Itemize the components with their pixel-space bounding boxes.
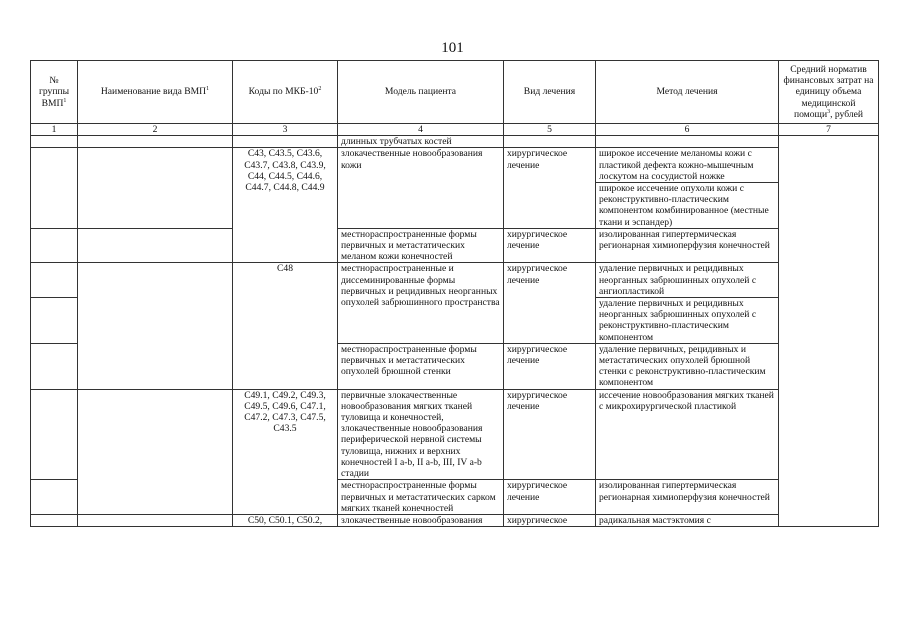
column-number: 7: [779, 124, 879, 136]
table-row: [31, 228, 879, 263]
table-row: [31, 514, 879, 526]
icd-codes-cell: C48: [233, 263, 338, 389]
table-row: [31, 389, 879, 480]
patient-model-cell: местнораспространенные формы первичных и метастатических опухолей брюшной стенки: [338, 343, 504, 389]
patient-model-cell: местнораспространенные формы первичных и метастатических сарком мягких тканей конечностей: [338, 480, 504, 515]
treatment-method-cell: удаление первичных и рецидивных неорганных забрюшинных опухолей с реконструктивно-пластическим компонентом: [596, 298, 779, 344]
treatment-type-cell: хирургическое лечение: [504, 148, 596, 228]
treatment-type-cell: хирургическое лечение: [504, 343, 596, 389]
column-number: 6: [596, 124, 779, 136]
treatment-method-cell: изолированная гипертермическая регионарная химиоперфузия конечностей: [596, 480, 779, 515]
icd-codes-cell: C49.1, C49.2, C49.3, C49.5, C49.6, C47.1, C47.2, C47.3, C47.5, C43.5: [233, 389, 338, 514]
treatment-type-cell: хирургическое лечение: [504, 228, 596, 263]
treatment-method-cell: удаление первичных, рецидивных и метастатических опухолей брюшной стенки с реконструктивно-пластическим компонентом: [596, 343, 779, 389]
patient-model-cell: злокачественные новообразования: [338, 514, 504, 526]
patient-model-cell: первичные злокачественные новообразования мягких тканей туловища и конечностей, злокачественные новообразования периферической нервной системы туловища, нижних и верхних конечностей I a-b, II a-b, III, IV a-b стадии: [338, 389, 504, 480]
cost-cell: [779, 136, 879, 527]
patient-model-cell: местнораспространенные формы первичных и метастатических меланом кожи конечностей: [338, 228, 504, 263]
treatment-type-cell: хирургическое лечение: [504, 389, 596, 480]
column-number-row: [31, 124, 879, 136]
patient-model-cell: местнораспространенные и диссеминированные формы первичных и рецидивных неорганных опухолей забрюшинного пространства: [338, 263, 504, 343]
page-number: 101: [441, 40, 464, 56]
header-treatment-type: Вид лечения: [504, 61, 596, 124]
icd-codes-cell: C50, C50.1, C50.2,: [233, 514, 338, 526]
treatment-method-cell: удаление первичных и рецидивных неорганных забрюшинных опухолей с ангиопластикой: [596, 263, 779, 298]
treatment-method-cell: изолированная гипертермическая регионарная химиоперфузия конечностей: [596, 228, 779, 263]
header-patient-model: Модель пациента: [338, 61, 504, 124]
patient-model-cell: злокачественные новообразования кожи: [338, 148, 504, 228]
header-icd-codes: Коды по МКБ-$10^2$: [233, 61, 338, 124]
treatment-type-cell: хирургическое: [504, 514, 596, 526]
header-vmp-name: Наименование вида ВМП$^1$: [78, 61, 233, 124]
treatment-method-cell: широкое иссечение меланомы кожи с пластикой дефекта кожно-мышечным лоскутом на сосудистой ножке: [596, 148, 779, 183]
table-row: [31, 136, 879, 148]
column-number: 1: [31, 124, 78, 136]
vmp-table: [30, 60, 879, 527]
icd-codes-cell: C43, C43.5, C43.6, C43.7, C43.8, C43.9, C44, C44.5, C44.6, C44.7, C44.8, C44.9: [233, 148, 338, 263]
table-row: [31, 148, 879, 183]
header-group-number: № группы ВМП$^1$: [31, 61, 78, 124]
treatment-method-cell: иссечение новообразования мягких тканей с микрохирургической пластикой: [596, 389, 779, 480]
patient-model-cell: длинных трубчатых костей: [338, 136, 504, 148]
treatment-type-cell: хирургическое лечение: [504, 263, 596, 343]
header-treatment-method: Метод лечения: [596, 61, 779, 124]
header-row: [31, 61, 879, 124]
table-row: [31, 263, 879, 298]
header-cost-standard: Средний норматив финансовых затрат на единицу объема медицинской помощи$^3$, рублей: [779, 61, 879, 124]
treatment-method-cell: радикальная мастэктомия с: [596, 514, 779, 526]
column-number: 5: [504, 124, 596, 136]
column-number: 3: [233, 124, 338, 136]
column-number: 2: [78, 124, 233, 136]
column-number: 4: [338, 124, 504, 136]
treatment-type-cell: хирургическое лечение: [504, 480, 596, 515]
treatment-method-cell: широкое иссечение опухоли кожи с реконструктивно-пластическим компонентом комбинированное (местные ткани и эспандер): [596, 183, 779, 229]
